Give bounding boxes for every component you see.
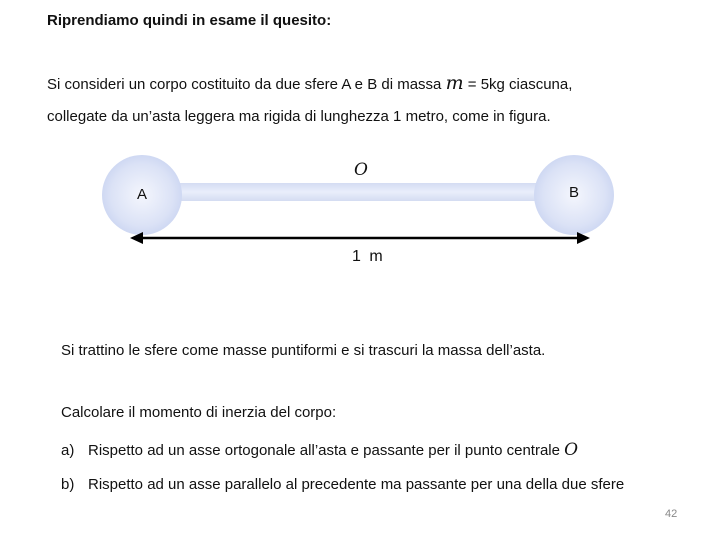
center-point-label: O [354,160,368,180]
assumption-text: Si trattino le sfere come masse puntiformi e si trascuri la massa dell’asta. [61,342,546,359]
list-item-b [61,476,624,493]
sphere-b-label: B [569,184,580,201]
sphere-a-label: A [137,186,148,203]
page-number: 42 [665,508,678,520]
list-marker: a) [61,442,75,459]
length-label: 1 m [352,248,385,265]
dimension-arrow [130,228,590,248]
list-item-text: Rispetto ad un asse ortogonale all’asta e passante per il punto centrale [88,442,565,459]
list-marker: b) [61,476,75,493]
statement-text: Si consideri un corpo costituito da due sfere A e B di massa [47,76,446,93]
mass-symbol: m [445,72,464,94]
statement-text-end: = 5kg ciascuna, [463,76,573,93]
list-item-text: Rispetto ad un asse parallelo al precedente ma passante per una della due sfere [88,476,625,493]
page-title: Riprendiamo quindi in esame il quesito: [47,12,332,29]
center-symbol: O [564,440,579,460]
rod [176,183,540,201]
list-item-a [61,440,578,460]
question-text: Calcolare il momento di inerzia del corpo: [61,404,337,421]
problem-statement-line1 [47,72,572,94]
problem-statement-line2: collegate da un’asta leggera ma rigida di lunghezza 1 metro, come in figura. [47,108,551,125]
